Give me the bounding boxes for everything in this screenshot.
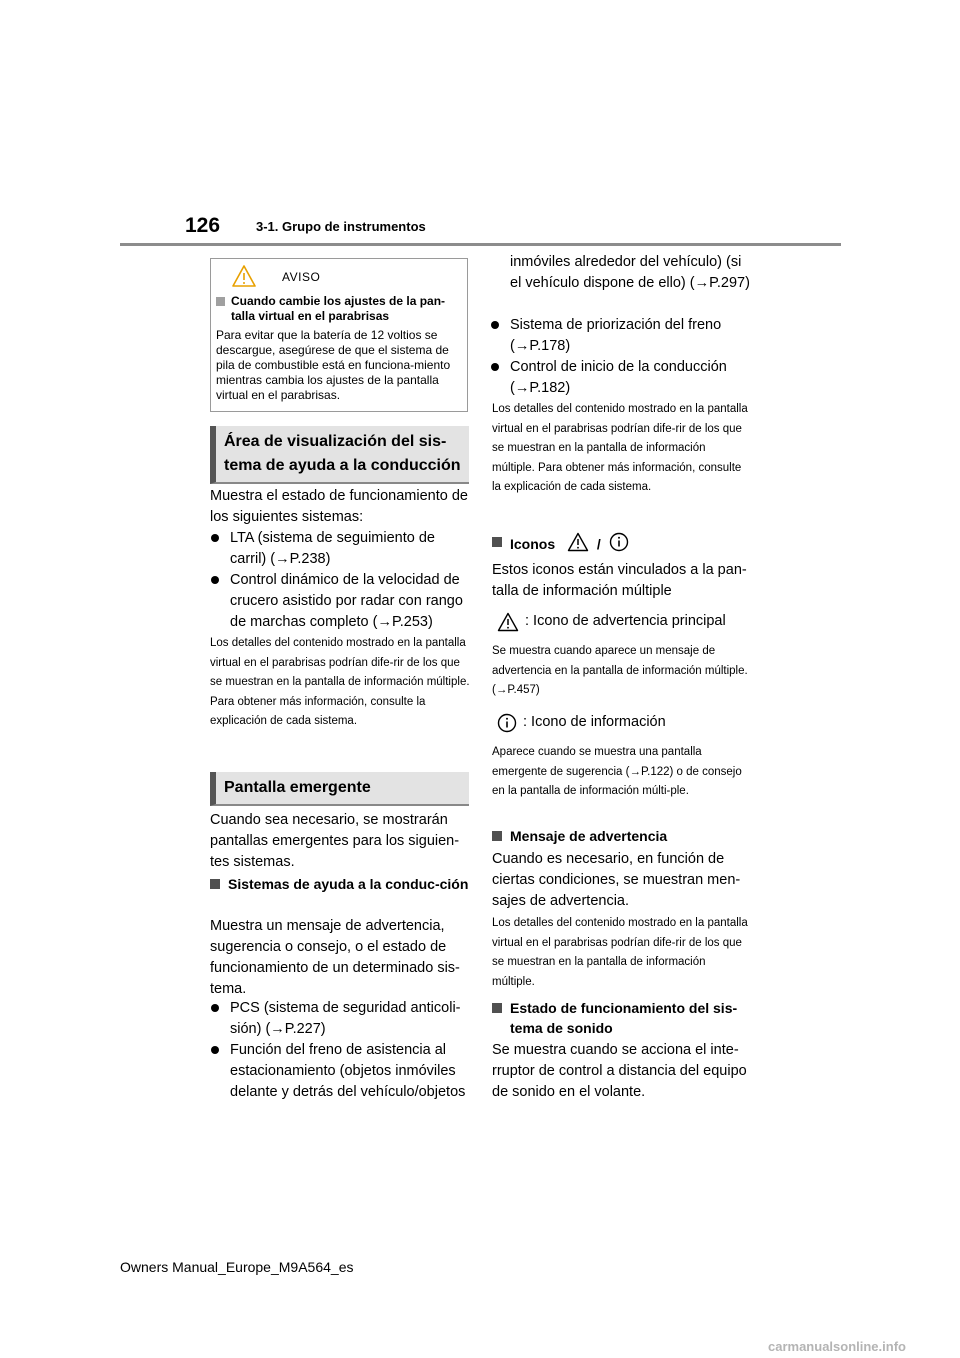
list-item-text: LTA (sistema de seguimiento de carril) (→P.238) xyxy=(230,530,435,567)
note-paragraph: Los detalles del contenido mostrado en la pantalla virtual en el parabrisas podrían dife-rir de los que se muestran en la pantalla de información múltiple. xyxy=(492,917,748,988)
note-paragraph: Los detalles del contenido mostrado en la pantalla virtual en el parabrisas podrían dife-rir de los que se muestran en la pantalla de información múltiple. Para obtener más información, consulte la explicación de cada sistema. xyxy=(492,403,748,493)
subheading-text: Mensaje de advertencia xyxy=(510,828,668,844)
warning-label: AVISO xyxy=(282,270,321,284)
list-item-text: Sistema de priorización del freno (→P.178) xyxy=(510,317,722,354)
information-icon-note: Aparece cuando se muestra una pantalla emergente de sugerencia (→P.122) o de consejo en la pantalla de información múlti-ple. xyxy=(492,746,742,797)
warning-message-paragraph: Cuando es necesario, en función de ciertas condiciones, se muestran men-sajes de advertencia. xyxy=(492,851,741,909)
bullet-dot-icon xyxy=(211,1004,219,1012)
icons-paragraph: Estos iconos están vinculados a la pan-talla de información múltiple xyxy=(492,562,747,599)
bullet-square-icon xyxy=(492,1003,502,1013)
watermark: carmanualsonline.info xyxy=(768,1339,906,1354)
warning-item-text: Para evitar que la batería de 12 voltios se descargue, asegúrese de que el sistema de pila de combustible está en funciona-miento mientras cambia los ajustes de la pantalla virtual en el parabrisas. xyxy=(216,328,451,402)
information-label: : Icono de información xyxy=(523,714,666,730)
subheading-audio-status xyxy=(492,998,750,1038)
heading-popup-screen: Pantalla emergente xyxy=(210,772,469,806)
bullet-square-icon xyxy=(216,297,225,306)
warning-triangle-icon xyxy=(231,264,257,288)
warning-box xyxy=(210,258,468,412)
subheading-warning-message xyxy=(492,826,750,846)
master-warning-icon xyxy=(497,612,519,632)
information-icon xyxy=(609,532,629,552)
list-item xyxy=(490,357,752,399)
bullet-dot-icon xyxy=(491,321,499,329)
list-item xyxy=(490,315,752,357)
subheading-text: Estado de funcionamiento del sis-tema de sonido xyxy=(510,1000,738,1036)
icon-separator: / xyxy=(596,536,601,552)
header-divider xyxy=(120,243,841,246)
master-warning-row xyxy=(497,611,726,632)
bullet-dot-icon xyxy=(211,576,219,584)
master-warning-label: : Icono de advertencia principal xyxy=(525,613,726,629)
list-item-text: PCS (sistema de seguridad anticoli-sión) (→P.227) xyxy=(230,1000,461,1037)
list-item-text: Control dinámico de la velocidad de crucero asistido por radar con rango de marchas completo (→P.253) xyxy=(230,572,463,630)
section-title: 3-1. Grupo de instrumentos xyxy=(256,219,426,234)
subheading-text: Iconos xyxy=(510,536,556,552)
subheading-icons xyxy=(492,532,750,554)
page-number: 126 xyxy=(185,214,221,237)
warning-item-title xyxy=(216,294,462,324)
bullet-square-icon xyxy=(492,831,502,841)
list-item xyxy=(210,1040,472,1103)
subsection-paragraph: Muestra un mensaje de advertencia, sugerencia o consejo, o el estado de funcionamiento de un determinado sis-tema. xyxy=(210,918,460,997)
note-paragraph: Los detalles del contenido mostrado en la pantalla virtual en el parabrisas podrían dife-rir de los que se muestran en la pantalla de información múltiple. Para obtener más información, consulte la explicación de cada sistema. xyxy=(210,637,470,727)
information-icon xyxy=(497,713,517,733)
warning-icon-note: Se muestra cuando aparece un mensaje de advertencia en la pantalla de información múltiple. (→P.457) xyxy=(492,645,748,696)
bullet-square-icon xyxy=(210,879,220,889)
footer-manual-id: Owners Manual_Europe_M9A564_es xyxy=(120,1259,354,1275)
heading-driving-assist-area: Área de visualización del sis-tema de ayuda a la conducción xyxy=(210,426,469,484)
subheading-driving-assist xyxy=(210,874,472,894)
information-row xyxy=(497,712,666,733)
subheading-text: Sistemas de ayuda a la conduc-ción xyxy=(228,876,469,892)
bullet-dot-icon xyxy=(211,1046,219,1054)
master-warning-icon xyxy=(567,532,589,552)
list-item-text: Control de inicio de la conducción (→P.182) xyxy=(510,359,727,396)
bullet-dot-icon xyxy=(491,363,499,371)
bullet-dot-icon xyxy=(211,534,219,542)
intro-paragraph: Muestra el estado de funcionamiento de los siguientes sistemas: xyxy=(210,488,468,525)
list-item xyxy=(210,528,472,570)
list-item xyxy=(210,570,472,633)
list-item-text: Función del freno de asistencia al estacionamiento (objetos inmóviles delante y detrás del vehículo/objetos xyxy=(230,1042,466,1100)
audio-status-paragraph: Se muestra cuando se acciona el inte-rruptor de control a distancia del equipo de sonido en el volante. xyxy=(492,1042,747,1100)
continued-list-item-text: inmóviles alrededor del vehículo) (si el vehículo dispone de ello) (→P.297) xyxy=(510,254,750,291)
bullet-square-icon xyxy=(492,537,502,547)
warning-item-title-text: Cuando cambie los ajustes de la pan-talla virtual en el parabrisas xyxy=(231,294,446,323)
popup-intro-paragraph: Cuando sea necesario, se mostrarán pantallas emergentes para los siguien-tes sistemas. xyxy=(210,812,460,870)
list-item xyxy=(210,998,472,1040)
